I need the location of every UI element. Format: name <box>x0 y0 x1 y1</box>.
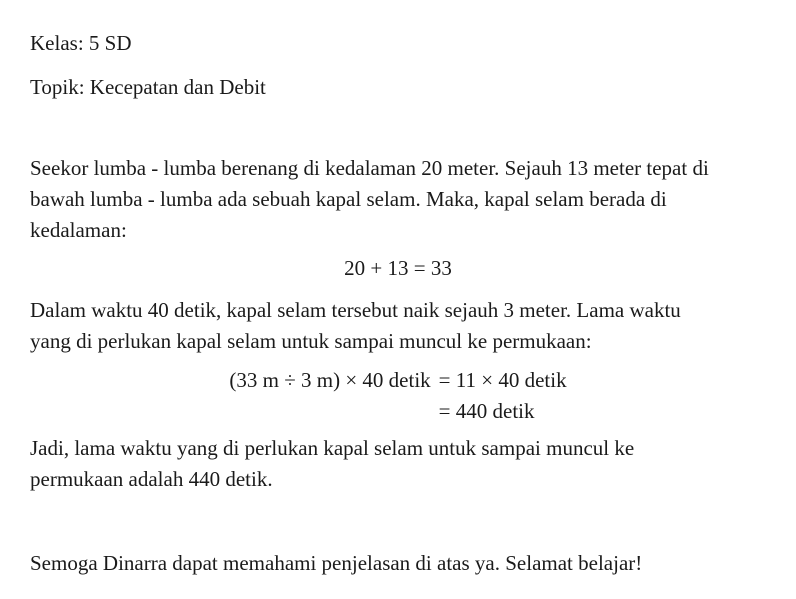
paragraph-problem <box>30 153 766 246</box>
paragraph-time <box>30 295 766 357</box>
text-line: bawah lumba - lumba ada sebuah kapal selam. Maka, kapal selam berada di <box>30 187 667 211</box>
equation-lhs: (33 m ÷ 3 m) × 40 detik <box>229 368 431 392</box>
text-line: Jadi, lama waktu yang di perlukan kapal selam untuk sampai muncul ke <box>30 436 635 460</box>
closing-message <box>30 548 766 579</box>
text-line: kedalaman: <box>30 218 127 242</box>
equation-lhs-empty <box>229 396 430 427</box>
text-line: yang di perlukan kapal selam untuk sampai muncul ke permukaan: <box>30 329 592 353</box>
text-line: permukaan adalah 440 detik. <box>30 467 273 491</box>
class-label: Kelas: 5 SD <box>30 31 132 55</box>
depth-equation: 20 + 13 = 33 <box>344 256 452 280</box>
text-line: Dalam waktu 40 detik, kapal selam tersebut naik sejauh 3 meter. Lama waktu <box>30 298 681 322</box>
paragraph-conclusion <box>30 433 766 495</box>
duration-equation <box>229 365 566 427</box>
text-line: Seekor lumba - lumba berenang di kedalaman 20 meter. Sejauh 13 meter tepat di <box>30 156 709 180</box>
equation-rhs-step1: = 11 × 40 detik <box>438 368 567 392</box>
topic-label: Topik: Kecepatan dan Debit <box>30 75 266 99</box>
text-line: Semoga Dinarra dapat memahami penjelasan di atas ya. Selamat belajar! <box>30 551 643 575</box>
equation-rhs-step2: = 440 detik <box>438 399 535 423</box>
